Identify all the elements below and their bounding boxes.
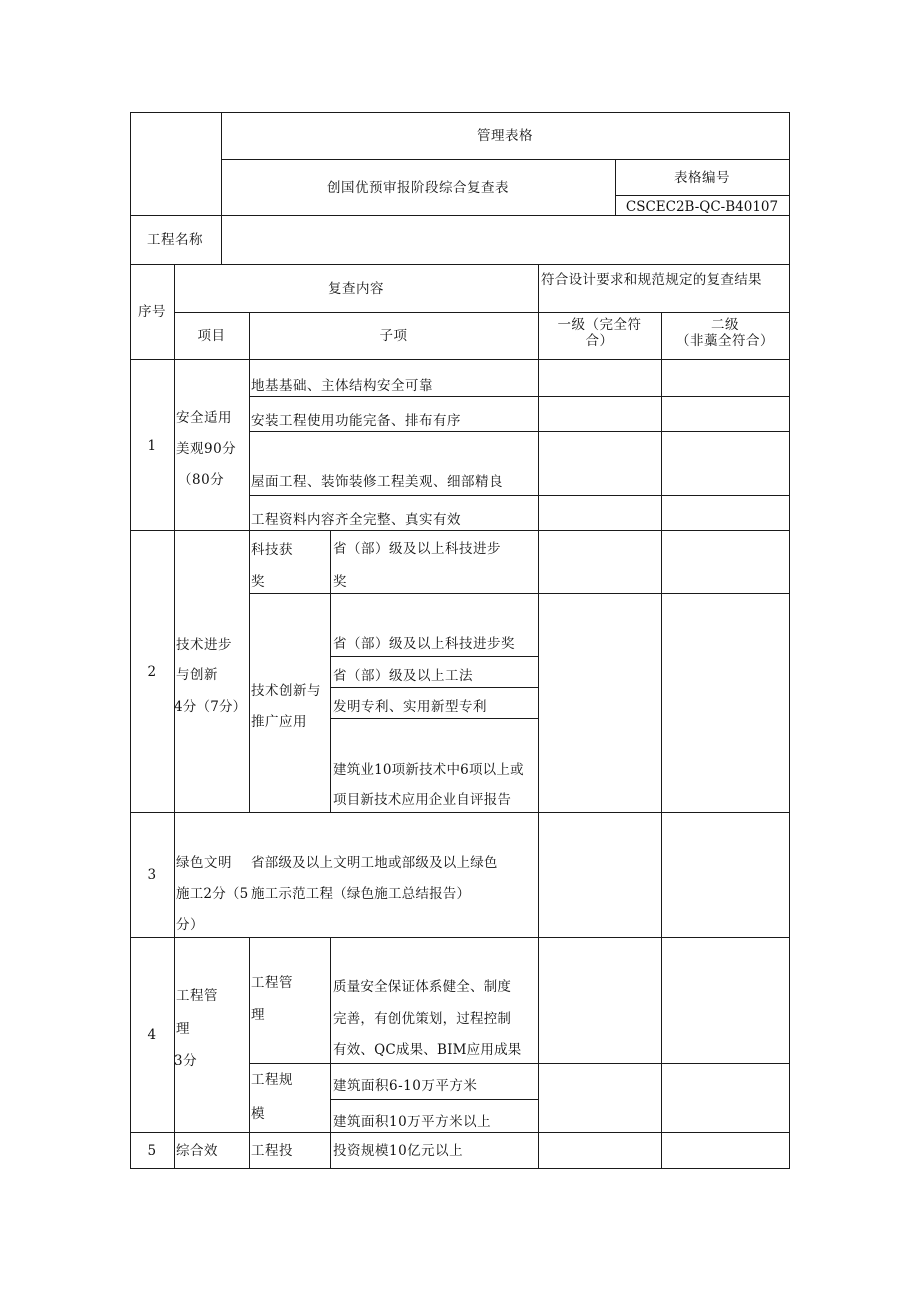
sub-item: 屋面工程、装饰装修工程美观、细部精良: [251, 474, 503, 490]
row-item: 理: [176, 1021, 190, 1037]
sub-group: 科技获: [251, 542, 293, 558]
sub-item: 工程资料内容齐全完整、真实有效: [251, 512, 461, 528]
sub-item: 建筑业10项新技术中6项以上或: [333, 762, 524, 778]
sub-item: 建筑面积10万平方米以上: [333, 1114, 492, 1130]
row-number: 1: [147, 438, 157, 454]
row-item: 绿色文明: [176, 855, 232, 871]
sub-item: 省部级及以上文明工地或部级及以上绿色: [251, 855, 498, 871]
column-seq: 序号: [138, 304, 166, 320]
sub-group: 工程投: [251, 1143, 293, 1159]
row-item: 安全适用: [176, 410, 232, 426]
sub-item: 省（部）级及以上科技进步: [333, 541, 501, 557]
row-number: 2: [147, 664, 157, 680]
column-level1: 合）: [585, 333, 614, 349]
sub-item: 项目新技术应用企业自评报告: [333, 792, 512, 808]
sub-item: 奖: [333, 574, 347, 590]
row-number: 5: [147, 1143, 157, 1159]
row-item: 技术进步: [176, 637, 232, 653]
column-level2: 二级: [711, 317, 739, 333]
sub-group: 模: [251, 1106, 265, 1122]
column-item: 项目: [197, 328, 226, 344]
sub-group: 理: [251, 1007, 265, 1023]
row-item: 综合效: [176, 1143, 218, 1159]
form-number-label: 表格编号: [674, 170, 730, 186]
form-category: 管理表格: [477, 128, 533, 144]
sub-group: 技术创新与: [251, 683, 321, 699]
row-item: 施工2分（5: [176, 886, 249, 902]
sub-item: 施工示范工程（绿色施工总结报告）: [251, 886, 471, 902]
row-item: 与创新: [176, 667, 218, 683]
row-item: （80分: [178, 472, 225, 488]
row-item: 美观90分: [176, 441, 237, 457]
form-title: 创国优预审报阶段综合复查表: [327, 180, 509, 196]
column-level2: （非藁全符合）: [676, 333, 774, 349]
project-name-label: 工程名称: [147, 232, 203, 248]
sub-group: 工程管: [251, 975, 293, 991]
form-number: CSCEC2B-QC-B40107: [625, 199, 779, 215]
sub-item: 投资规模10亿元以上: [333, 1143, 464, 1159]
row-number: 3: [147, 867, 157, 883]
sub-group: 工程规: [251, 1072, 293, 1088]
sub-item: 完善，有创优策划，过程控制: [333, 1011, 512, 1027]
sub-item: 发明专利、实用新型专利: [333, 699, 487, 715]
row-item: 分）: [176, 917, 204, 933]
column-content: 复查内容: [328, 281, 384, 297]
sub-item: 省（部）级及以上工法: [333, 668, 473, 684]
row-item: 3分: [174, 1053, 198, 1069]
row-item: 4分（7分）: [174, 699, 247, 715]
sub-item: 有效、QC成果、BIM应用成果: [333, 1042, 522, 1058]
row-number: 4: [147, 1027, 157, 1043]
row-item: 工程管: [176, 988, 218, 1004]
sub-item: 省（部）级及以上科技进步奖: [333, 636, 515, 652]
sub-item: 建筑面积6-10万平方米: [333, 1078, 478, 1094]
column-result: 符合设计要求和规范规定的复查结果: [541, 272, 762, 288]
column-subitem: 子项: [379, 328, 408, 344]
sub-item: 安装工程使用功能完备、排布有序: [251, 413, 461, 429]
sub-group: 奖: [251, 574, 265, 590]
sub-item: 地基基础、主体结构安全可靠: [251, 378, 433, 394]
sub-item: 质量安全保证体系健全、制度: [333, 979, 512, 995]
column-level1: 一级（完全符: [557, 317, 642, 333]
sub-group: 推广应用: [251, 714, 307, 730]
